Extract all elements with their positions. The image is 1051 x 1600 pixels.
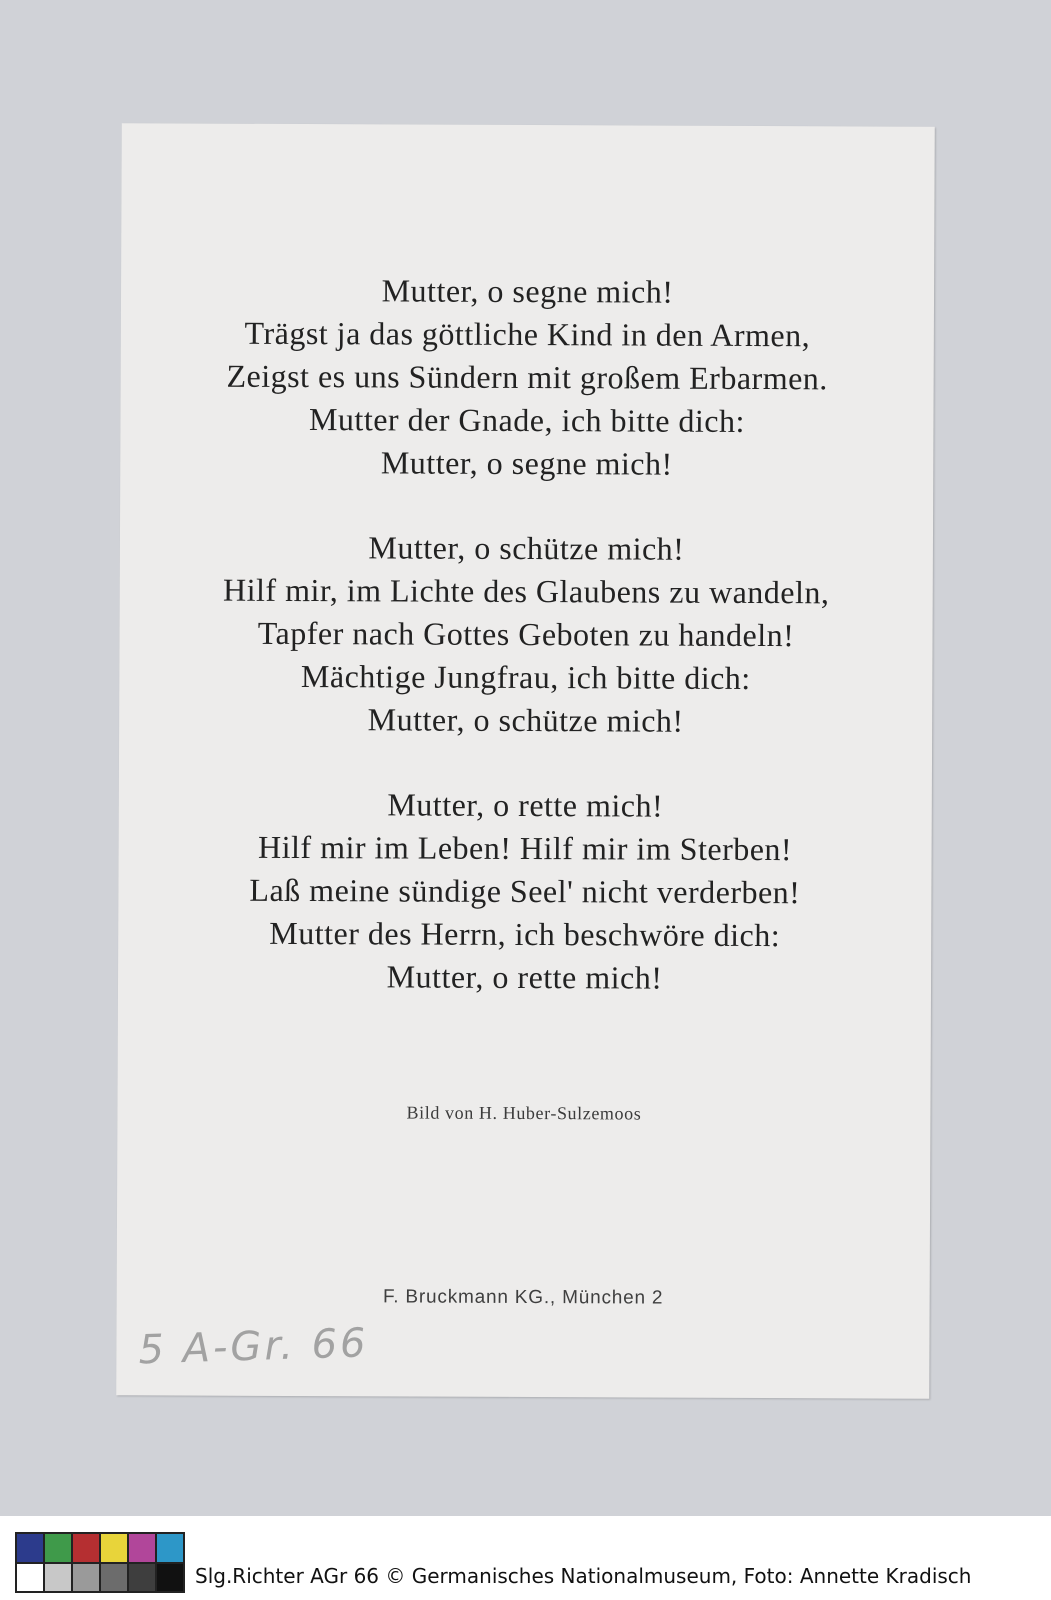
poem-line: Trägst ja das göttliche Kind in den Armen, bbox=[244, 314, 811, 354]
poem-line: Mutter, o rette mich! bbox=[386, 958, 663, 996]
poem-line: Mutter, o schütze mich! bbox=[368, 529, 685, 567]
archive-caption: Slg.Richter AGr 66 © Germanisches Nationalmuseum, Foto: Annette Kradisch bbox=[195, 1564, 972, 1588]
color-patch bbox=[17, 1564, 43, 1592]
poem-line: Mutter, o segne mich! bbox=[381, 272, 674, 310]
color-patch bbox=[73, 1564, 99, 1592]
image-credit: Bild von H. Huber-Sulzemoos bbox=[406, 1102, 642, 1124]
poem-line: Mutter des Herrn, ich beschwöre dich: bbox=[269, 914, 781, 954]
color-patch bbox=[157, 1564, 183, 1592]
color-calibration-chart bbox=[15, 1532, 185, 1593]
poem-line: Zeigst es uns Sündern mit großem Erbarmen. bbox=[226, 357, 828, 397]
color-patch bbox=[101, 1564, 127, 1592]
handwritten-inventory-note: 5 A-Gr. 66 bbox=[137, 1320, 370, 1374]
poem-line: Mutter, o rette mich! bbox=[387, 786, 664, 824]
color-patch bbox=[17, 1534, 43, 1562]
poem-line: Mutter der Gnade, ich bitte dich: bbox=[308, 401, 746, 439]
color-patch bbox=[45, 1534, 71, 1562]
color-patch bbox=[101, 1534, 127, 1562]
poem-line: Tapfer nach Gottes Geboten zu handeln! bbox=[257, 614, 795, 654]
color-patch bbox=[129, 1564, 155, 1592]
poem-line: Mächtige Jungfrau, ich bitte dich: bbox=[300, 658, 751, 696]
color-patch bbox=[45, 1564, 71, 1592]
archive-footer bbox=[0, 1516, 1051, 1600]
publisher-line: F. Bruckmann KG., München 2 bbox=[382, 1286, 664, 1309]
poem-line: Hilf mir im Leben! Hilf mir im Sterben! bbox=[258, 828, 793, 868]
stanza bbox=[118, 782, 932, 1001]
poem-line: Hilf mir, im Lichte des Glaubens zu wandeln, bbox=[222, 571, 830, 611]
color-patch bbox=[73, 1534, 99, 1562]
poem-line: Mutter, o schütze mich! bbox=[367, 701, 684, 739]
prayer-card bbox=[116, 123, 935, 1399]
poem-line: Laß meine sündige Seel' nicht verderben! bbox=[249, 871, 801, 911]
poem bbox=[118, 268, 934, 1043]
color-patch bbox=[157, 1534, 183, 1562]
stanza bbox=[119, 525, 933, 744]
color-patch bbox=[129, 1534, 155, 1562]
poem-line: Mutter, o segne mich! bbox=[380, 444, 673, 482]
stanza bbox=[120, 268, 934, 487]
